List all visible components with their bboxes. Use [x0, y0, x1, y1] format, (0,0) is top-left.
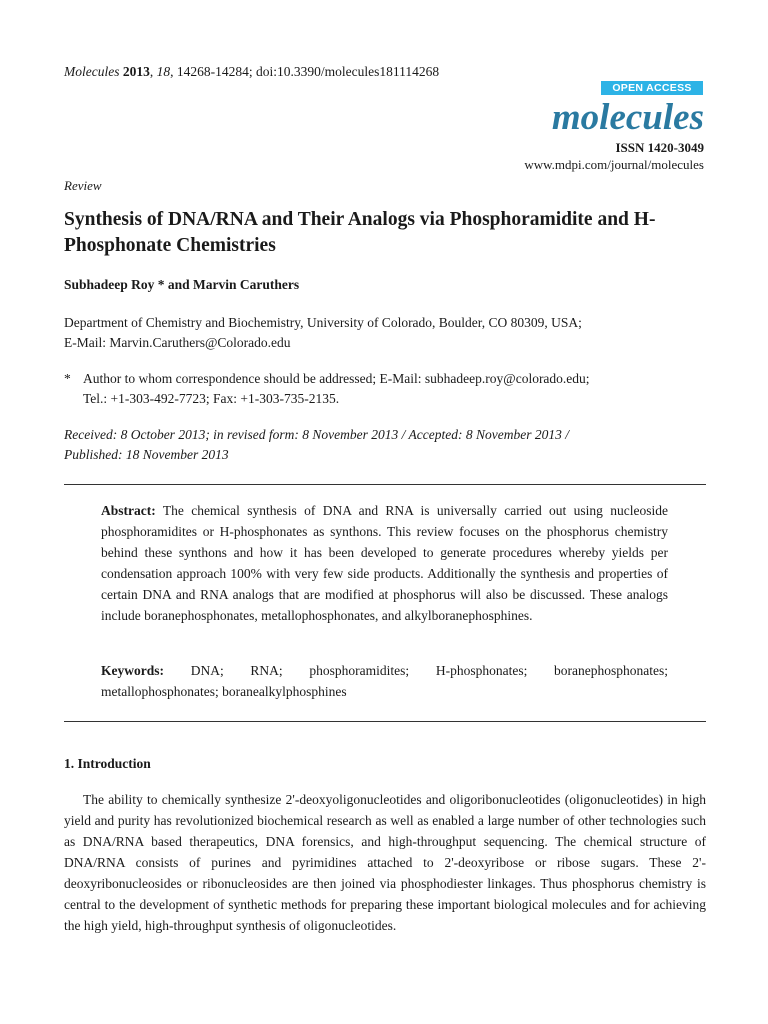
citation-line: Molecules 2013, 18, 14268-14284; doi:10.3390/molecules181114268 — [64, 64, 440, 79]
correspondence-email[interactable]: Author to whom correspondence should be addressed; E-Mail: subhadeep.roy@colorado.edu; — [83, 371, 590, 386]
journal-logo: molecules — [551, 97, 704, 138]
abstract-text: The chemical synthesis of DNA and RNA is universally carried out using nucleoside phosphoramidites or H-phosphonates as synthons. This review focuses on the phosphorus chemistry behind these synthons and how it has been developed to generate procedures whereby yields per condensation approach 100% with very few side products. Additionally the synthesis and properties of certain DNA and RNA analogs that are modified at phosphorus will also be discussed. These analogs include boranephosphonates, metallophosphonates, and alkylboranephosphines. — [101, 503, 669, 623]
dates-published: Published: 18 November 2013 — [64, 447, 229, 462]
open-access-badge: OPEN ACCESS — [601, 81, 703, 95]
keywords-text: DNA; RNA; phosphoramidites; H-phosphonates; boranephosphonates; metallophosphonates; boranealkylphosphines — [101, 663, 669, 699]
citation-pages-doi: 14268-14284; doi:10.3390/molecules181114268 — [176, 64, 440, 79]
abstract — [101, 500, 668, 626]
keywords-label: Keywords: — [101, 663, 164, 678]
author-list: Subhadeep Roy * and Marvin Caruthers — [64, 277, 300, 292]
article-title: Synthesis of DNA/RNA and Their Analogs via Phosphoramidite and H-Phosphonate Chemistries — [64, 209, 656, 256]
section-heading-introduction: 1. Introduction — [64, 756, 151, 771]
issn-number: ISSN 1420-3049 — [615, 140, 704, 155]
dates-received-accepted: Received: 8 October 2013; in revised form: 8 November 2013 / Accepted: 8 November 2013 / — [64, 427, 569, 442]
citation-journal: Molecules — [64, 64, 120, 79]
introduction-paragraph: The ability to chemically synthesize 2'-deoxyoligonucleotides and oligoribonucleotides (oligonucleotides) in high yield and purity has revolutionized biochemical research as well as enabled a large number of other technologies such as DNA/RNA based therapeutics, DNA forensics, and high-throughput sequencing. The chemical structure of DNA/RNA consists of purines and pyrimidines attached to 2'-deoxyribose or ribose sugars. These 2'-deoxyribonucleosides or ribonucleosides are then joined via phosphodiester linkages. Thus phosphorus chemistry is central to the development of synthetic methods for preparing these important biological molecules and for achieving the high yield, high-throughput synthesis of oligonucleotides. — [64, 792, 706, 933]
correspondence-marker: * — [64, 371, 71, 386]
affiliation — [64, 313, 582, 353]
journal-website[interactable]: www.mdpi.com/journal/molecules — [524, 157, 704, 172]
correspondence — [64, 369, 590, 409]
article-type: Review — [64, 178, 102, 193]
publication-dates — [64, 425, 569, 465]
affiliation-department: Department of Chemistry and Biochemistry, University of Colorado, Boulder, CO 80309, USA; — [64, 315, 582, 330]
divider-bottom — [64, 721, 706, 722]
keywords — [101, 660, 668, 702]
abstract-label: Abstract: — [101, 503, 156, 518]
divider-top — [64, 484, 706, 485]
affiliation-email[interactable]: E-Mail: Marvin.Caruthers@Colorado.edu — [64, 335, 291, 350]
citation-year: 2013 — [122, 64, 150, 79]
citation-volume: 18 — [156, 64, 171, 79]
correspondence-phone: Tel.: +1-303-492-7723; Fax: +1-303-735-2135. — [83, 391, 340, 406]
